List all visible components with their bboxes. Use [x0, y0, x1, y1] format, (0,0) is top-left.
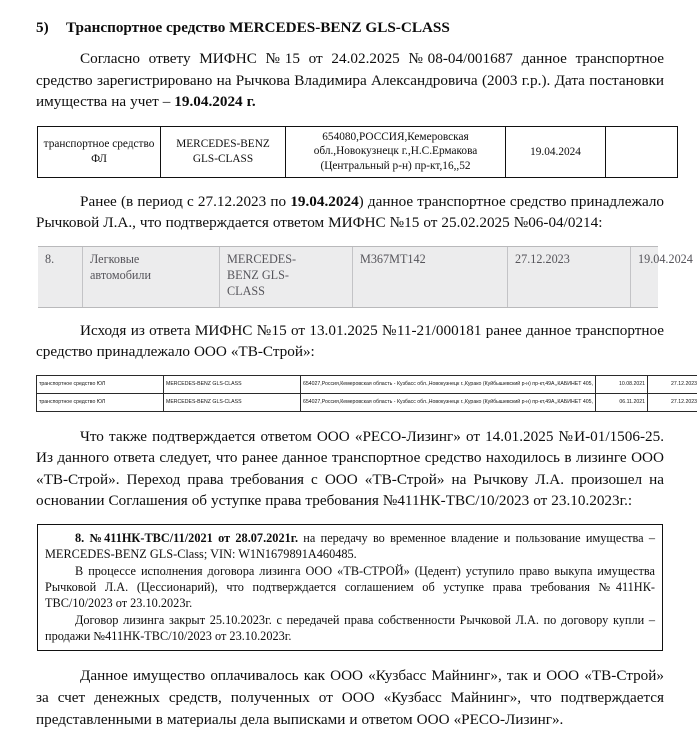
quote-paragraph-2: В процессе исполнения договора лизинга ООО «ТВ-СТРОЙ» (Цедент) уступило право выкупа имущества Рычковой Л.А. (Цессионарий), что подтверждается соглашением об уступке права требования №411НК-ТВС/10/2023 от 23.10.2023г.	[45, 563, 655, 612]
quote-paragraph-1-rest: на передачу во временное владение и пользование имущества – MERCEDES-BENZ GLS-Class; VIN: W1N1679891A460485.	[45, 531, 655, 561]
table-previous-owner	[38, 247, 697, 307]
section-title: Транспортное средство MERCEDES-BENZ GLS-CLASS	[66, 18, 664, 37]
paragraph-previous-owner	[36, 191, 664, 234]
cell-date-to: 27.12.2023	[648, 375, 697, 393]
cell-address: 654027,Россия,Кемеровская область - Кузбасс обл.,Новокузнецк г.,Курако (Куйбышевский р-н) пр-кт,49А,,КАБИНЕТ 405,	[301, 375, 596, 393]
paragraph-leasing: Что также подтверждается ответом ООО «РЕСО-Лизинг» от 14.01.2025 №И-01/1506-25. Из данного ответа следует, что ранее данное транспортное средство находилось в лизинге ООО «ТВ-Строй». Переход права требования с ООО «ТВ-Строй» на Рычкову Л.А. произошел на основании Соглашения об уступке права требования №411НК-ТВС/10/2023 от 23.10.2023г.:	[36, 426, 664, 512]
cell-address	[286, 126, 506, 177]
table-row	[38, 126, 678, 177]
quote-from-word: от	[218, 531, 230, 545]
paragraph-legal-entity: Исходя из ответа МИФНС №15 от 13.01.2025 №11-21/000181 ранее данное транспортное средство принадлежало ООО «ТВ-Строй»:	[36, 320, 664, 363]
address-line-1: 654080,РОССИЯ,Кемеровская	[288, 130, 503, 145]
quote-block	[37, 524, 663, 651]
table-row	[37, 375, 697, 393]
table-previous-owner-wrapper	[38, 246, 658, 308]
cell-vehicle-model	[220, 247, 353, 307]
document-content	[36, 18, 664, 730]
cell-date-from: 06.11.2021	[596, 393, 648, 411]
cell-vehicle-type: транспортное средство ЮЛ	[37, 393, 164, 411]
cell-vehicle-type: транспортное средство ФЛ	[38, 126, 161, 177]
cell-date-from: 10.08.2021	[596, 375, 648, 393]
section-number: 5)	[36, 18, 66, 37]
quote-paragraph-3: Договор лизинга закрыт 25.10.2023г. с передачей права собственности Рычковой Л.А. по договору купли – продажи №411НК-ТВС/10/2023 от 23.10.2023г.	[45, 612, 655, 645]
model-line-2: GLS-CLASS	[163, 152, 283, 166]
cell-license-plate: М367МТ142	[353, 247, 508, 307]
paragraph-payment: Данное имущество оплачивалось как ООО «Кузбасс Майнинг», так и ООО «ТВ-Строй» за счет денежных средств, полученных от ООО «Кузбасс Майнинг», что подтверждается представленными в материалы дела выписками и ответом ООО «РЕСО-Лизинг».	[36, 665, 664, 730]
quote-item-number: 8.	[75, 531, 84, 545]
table-legal-entity	[36, 375, 697, 412]
cell-row-number: 8.	[38, 247, 83, 307]
paragraph-previous-owner-text-a: Ранее (в период с 27.12.2023 по	[80, 193, 290, 210]
quote-contract-number: №411НК-ТВС/11/2021	[90, 531, 213, 545]
paragraph-registration-text: Согласно ответу МИФНС №15 от 24.02.2025 №08-04/001687 данное транспортное средство зарегистрировано на Рычкова Владимира Александровича (2003 г.р.). Дата постановки имущества на учет –	[36, 50, 664, 110]
kind-line-1: Легковые	[90, 251, 212, 267]
cell-date-to: 27.12.2023	[648, 393, 697, 411]
quote-paragraph-1	[45, 530, 655, 563]
cell-vehicle-model: MERCEDES-BENZ GLS-CLASS	[164, 375, 301, 393]
address-line-2: обл.,Новокузнецк г.,Н.С.Ермакова	[288, 144, 503, 159]
model-line-1: MERCEDES-BENZ	[163, 137, 283, 151]
period-end-date: 19.04.2024	[290, 193, 358, 210]
paragraph-registration	[36, 48, 664, 113]
cell-registration-date: 19.04.2024	[506, 126, 606, 177]
address-line-3: (Центральный р-н) пр-кт,16,,52	[288, 159, 503, 174]
cell-address: 654027,Россия,Кемеровская область - Кузбасс обл.,Новокузнецк г.,Курако (Куйбышевский р-н) пр-кт,49А,,КАБИНЕТ 405,	[301, 393, 596, 411]
model-line-1: MERCEDES-	[227, 251, 345, 267]
kind-line-2: автомобили	[90, 267, 212, 283]
cell-date-from: 27.12.2023	[508, 247, 631, 307]
table-registration	[37, 126, 678, 178]
table-row	[38, 247, 697, 307]
cell-vehicle-kind	[83, 247, 220, 307]
paragraph-previous-owner-text-b: ) данное транспортное средство принадлежало Рычковой Л.А., что подтверждается ответом МИФНС №15 от 25.02.2025 №06-04/0214:	[36, 193, 664, 232]
cell-vehicle-model	[161, 126, 286, 177]
cell-date-to: 19.04.2024	[631, 247, 697, 307]
model-line-2: BENZ GLS-	[227, 267, 345, 283]
quote-contract-date: 28.07.2021г.	[235, 531, 298, 545]
cell-empty	[606, 126, 678, 177]
cell-vehicle-model: MERCEDES-BENZ GLS-CLASS	[164, 393, 301, 411]
section-heading	[36, 18, 664, 37]
model-line-3: CLASS	[227, 283, 345, 299]
table-row	[37, 393, 697, 411]
registration-date: 19.04.2024 г.	[174, 93, 255, 110]
cell-vehicle-type: транспортное средство ЮЛ	[37, 375, 164, 393]
